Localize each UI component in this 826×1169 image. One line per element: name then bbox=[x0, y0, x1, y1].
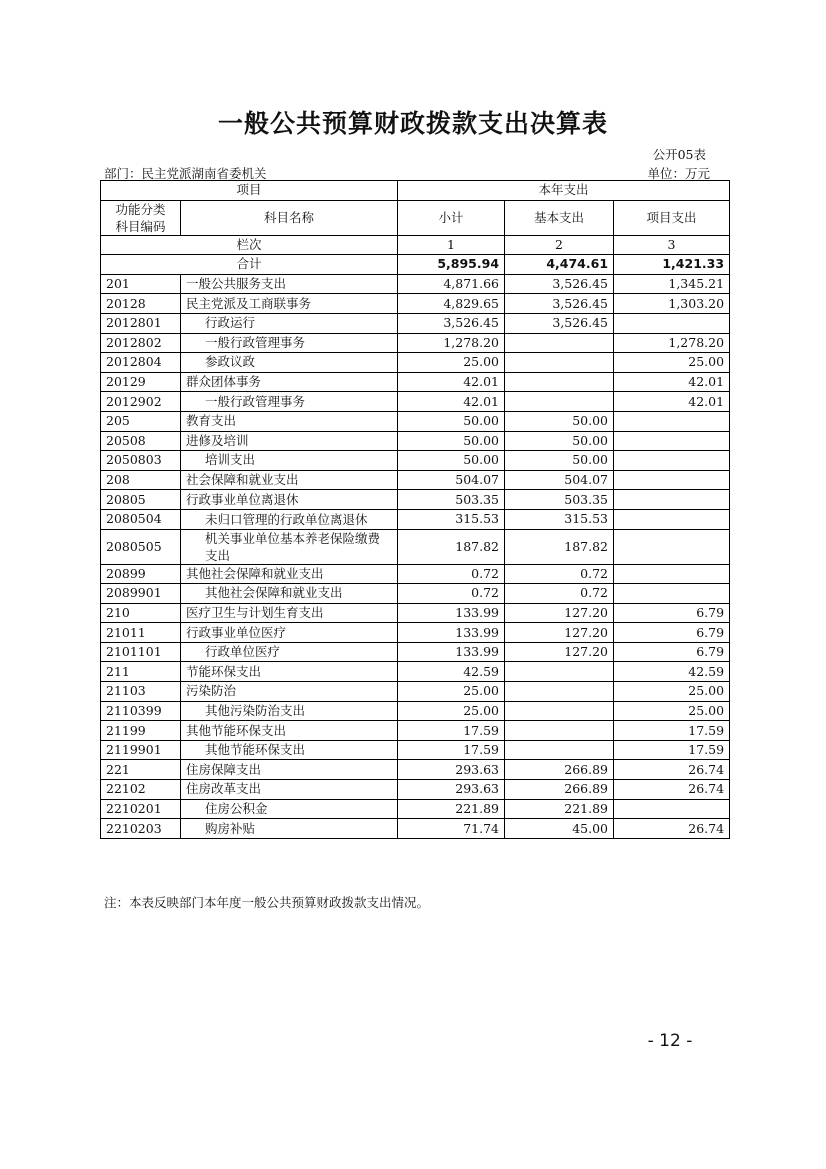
row-subtotal: 293.63 bbox=[398, 760, 505, 780]
row-project: 25.00 bbox=[614, 682, 730, 702]
table-row bbox=[101, 353, 730, 373]
table-row bbox=[101, 780, 730, 800]
row-basic bbox=[505, 392, 614, 412]
row-subtotal: 4,871.66 bbox=[398, 274, 505, 294]
row-code: 221 bbox=[101, 760, 181, 780]
row-name: 医疗卫生与计划生育支出 bbox=[181, 603, 398, 623]
row-basic: 3,526.45 bbox=[505, 313, 614, 333]
row-subtotal: 133.99 bbox=[398, 603, 505, 623]
row-subtotal: 25.00 bbox=[398, 353, 505, 373]
row-subtotal: 0.72 bbox=[398, 584, 505, 604]
row-code: 2210203 bbox=[101, 819, 181, 839]
row-basic: 50.00 bbox=[505, 411, 614, 431]
table-row bbox=[101, 313, 730, 333]
table-row bbox=[101, 274, 730, 294]
row-subtotal: 133.99 bbox=[398, 642, 505, 662]
table-row bbox=[101, 623, 730, 643]
department-label: 部门：民主党派湖南省委机关 bbox=[104, 166, 267, 181]
row-name: 一般公共服务支出 bbox=[181, 274, 398, 294]
row-project: 42.59 bbox=[614, 662, 730, 682]
total-subtotal: 5,895.94 bbox=[398, 255, 505, 275]
row-project: 42.01 bbox=[614, 392, 730, 412]
row-basic: 504.07 bbox=[505, 470, 614, 490]
row-name: 其他污染防治支出 bbox=[181, 701, 398, 721]
row-project: 26.74 bbox=[614, 760, 730, 780]
row-basic bbox=[505, 701, 614, 721]
row-code: 2012801 bbox=[101, 313, 181, 333]
table-row bbox=[101, 490, 730, 510]
row-subtotal: 50.00 bbox=[398, 411, 505, 431]
row-basic: 266.89 bbox=[505, 760, 614, 780]
row-code: 210 bbox=[101, 603, 181, 623]
row-basic: 50.00 bbox=[505, 431, 614, 451]
table-row bbox=[101, 662, 730, 682]
row-subtotal: 504.07 bbox=[398, 470, 505, 490]
row-project: 1,278.20 bbox=[614, 333, 730, 353]
table-row bbox=[101, 431, 730, 451]
row-name: 住房公积金 bbox=[181, 799, 398, 819]
row-subtotal: 42.01 bbox=[398, 392, 505, 412]
row-project bbox=[614, 799, 730, 819]
row-project bbox=[614, 431, 730, 451]
row-basic bbox=[505, 353, 614, 373]
row-name: 参政议政 bbox=[181, 353, 398, 373]
row-code: 2012802 bbox=[101, 333, 181, 353]
row-basic: 0.72 bbox=[505, 584, 614, 604]
row-subtotal: 221.89 bbox=[398, 799, 505, 819]
row-subtotal: 133.99 bbox=[398, 623, 505, 643]
form-code: 公开05表 bbox=[652, 147, 706, 162]
column-number-1: 1 bbox=[398, 235, 505, 255]
row-subtotal: 50.00 bbox=[398, 451, 505, 471]
table-row bbox=[101, 372, 730, 392]
row-name: 住房保障支出 bbox=[181, 760, 398, 780]
row-name: 行政事业单位医疗 bbox=[181, 623, 398, 643]
row-project: 6.79 bbox=[614, 623, 730, 643]
row-name: 其他社会保障和就业支出 bbox=[181, 584, 398, 604]
budget-table bbox=[100, 180, 730, 839]
row-basic: 127.20 bbox=[505, 642, 614, 662]
table-row bbox=[101, 392, 730, 412]
row-name: 一般行政管理事务 bbox=[181, 392, 398, 412]
table-row bbox=[101, 333, 730, 353]
row-subtotal: 42.01 bbox=[398, 372, 505, 392]
row-basic: 45.00 bbox=[505, 819, 614, 839]
row-project: 1,303.20 bbox=[614, 294, 730, 314]
page-number: - 12 - bbox=[647, 1031, 693, 1051]
table-row bbox=[101, 564, 730, 584]
row-name: 行政事业单位离退休 bbox=[181, 490, 398, 510]
row-project bbox=[614, 313, 730, 333]
header-subtotal: 小计 bbox=[398, 200, 505, 235]
row-code: 20129 bbox=[101, 372, 181, 392]
row-name: 行政单位医疗 bbox=[181, 642, 398, 662]
row-subtotal: 293.63 bbox=[398, 780, 505, 800]
row-project: 6.79 bbox=[614, 603, 730, 623]
row-project bbox=[614, 564, 730, 584]
row-name: 未归口管理的行政单位离退休 bbox=[181, 509, 398, 529]
row-code: 21011 bbox=[101, 623, 181, 643]
row-basic: 221.89 bbox=[505, 799, 614, 819]
row-subtotal: 187.82 bbox=[398, 529, 505, 564]
row-basic bbox=[505, 721, 614, 741]
row-basic: 503.35 bbox=[505, 490, 614, 510]
header-subject-name: 科目名称 bbox=[181, 200, 398, 235]
row-subtotal: 71.74 bbox=[398, 819, 505, 839]
header-current-year: 本年支出 bbox=[398, 181, 730, 201]
row-code: 2080504 bbox=[101, 509, 181, 529]
row-name: 住房改革支出 bbox=[181, 780, 398, 800]
row-code: 2080505 bbox=[101, 529, 181, 564]
row-subtotal: 3,526.45 bbox=[398, 313, 505, 333]
row-name: 群众团体事务 bbox=[181, 372, 398, 392]
row-code: 21199 bbox=[101, 721, 181, 741]
row-name: 培训支出 bbox=[181, 451, 398, 471]
row-name: 民主党派及工商联事务 bbox=[181, 294, 398, 314]
row-subtotal: 1,278.20 bbox=[398, 333, 505, 353]
column-number-row bbox=[101, 235, 730, 255]
row-name: 节能环保支出 bbox=[181, 662, 398, 682]
unit-label: 单位：万元 bbox=[647, 166, 710, 181]
row-code: 20899 bbox=[101, 564, 181, 584]
row-code: 20508 bbox=[101, 431, 181, 451]
row-code: 20805 bbox=[101, 490, 181, 510]
row-name: 购房补贴 bbox=[181, 819, 398, 839]
row-code: 2012902 bbox=[101, 392, 181, 412]
row-project: 26.74 bbox=[614, 819, 730, 839]
row-project: 1,345.21 bbox=[614, 274, 730, 294]
row-name: 污染防治 bbox=[181, 682, 398, 702]
row-code: 20128 bbox=[101, 294, 181, 314]
row-project: 25.00 bbox=[614, 701, 730, 721]
header-func-code: 功能分类 科目编码 bbox=[101, 200, 181, 235]
header-row-1 bbox=[101, 181, 730, 201]
row-subtotal: 0.72 bbox=[398, 564, 505, 584]
row-project bbox=[614, 411, 730, 431]
row-basic: 50.00 bbox=[505, 451, 614, 471]
total-basic: 4,474.61 bbox=[505, 255, 614, 275]
table-row bbox=[101, 470, 730, 490]
row-code: 22102 bbox=[101, 780, 181, 800]
row-project: 26.74 bbox=[614, 780, 730, 800]
table-row bbox=[101, 721, 730, 741]
row-name: 一般行政管理事务 bbox=[181, 333, 398, 353]
total-row bbox=[101, 255, 730, 275]
row-code: 2101101 bbox=[101, 642, 181, 662]
total-label: 合计 bbox=[101, 255, 398, 275]
row-basic: 3,526.45 bbox=[505, 274, 614, 294]
table-row bbox=[101, 819, 730, 839]
row-subtotal: 42.59 bbox=[398, 662, 505, 682]
row-subtotal: 25.00 bbox=[398, 682, 505, 702]
column-number-label: 栏次 bbox=[101, 235, 398, 255]
row-code: 2012804 bbox=[101, 353, 181, 373]
row-project: 42.01 bbox=[614, 372, 730, 392]
table-row bbox=[101, 451, 730, 471]
row-subtotal: 503.35 bbox=[398, 490, 505, 510]
row-project bbox=[614, 529, 730, 564]
page-title: 一般公共预算财政拨款支出决算表 bbox=[217, 109, 608, 138]
row-name: 行政运行 bbox=[181, 313, 398, 333]
row-basic: 127.20 bbox=[505, 603, 614, 623]
row-code: 201 bbox=[101, 274, 181, 294]
row-code: 2050803 bbox=[101, 451, 181, 471]
row-subtotal: 17.59 bbox=[398, 740, 505, 760]
row-code: 2210201 bbox=[101, 799, 181, 819]
row-subtotal: 4,829.65 bbox=[398, 294, 505, 314]
row-project: 6.79 bbox=[614, 642, 730, 662]
header-item: 项目 bbox=[101, 181, 398, 201]
row-basic: 187.82 bbox=[505, 529, 614, 564]
table-row bbox=[101, 529, 730, 564]
row-name: 机关事业单位基本养老保险缴费支出 bbox=[181, 529, 398, 564]
row-subtotal: 25.00 bbox=[398, 701, 505, 721]
row-name: 其他节能环保支出 bbox=[181, 740, 398, 760]
row-basic bbox=[505, 740, 614, 760]
row-subtotal: 315.53 bbox=[398, 509, 505, 529]
total-project: 1,421.33 bbox=[614, 255, 730, 275]
row-subtotal: 50.00 bbox=[398, 431, 505, 451]
table-row bbox=[101, 642, 730, 662]
table-row bbox=[101, 799, 730, 819]
row-basic bbox=[505, 682, 614, 702]
row-code: 205 bbox=[101, 411, 181, 431]
table-row bbox=[101, 682, 730, 702]
row-project: 17.59 bbox=[614, 721, 730, 741]
row-project bbox=[614, 470, 730, 490]
row-basic bbox=[505, 662, 614, 682]
row-code: 2110399 bbox=[101, 701, 181, 721]
row-code: 2089901 bbox=[101, 584, 181, 604]
column-number-3: 3 bbox=[614, 235, 730, 255]
table-row bbox=[101, 509, 730, 529]
row-name: 教育支出 bbox=[181, 411, 398, 431]
header-row-2 bbox=[101, 200, 730, 235]
row-project bbox=[614, 584, 730, 604]
row-name: 其他社会保障和就业支出 bbox=[181, 564, 398, 584]
table-note: 注：本表反映部门本年度一般公共预算财政拨款支出情况。 bbox=[104, 895, 430, 910]
row-project: 17.59 bbox=[614, 740, 730, 760]
row-name: 社会保障和就业支出 bbox=[181, 470, 398, 490]
column-number-2: 2 bbox=[505, 235, 614, 255]
row-basic bbox=[505, 333, 614, 353]
row-subtotal: 17.59 bbox=[398, 721, 505, 741]
row-basic: 127.20 bbox=[505, 623, 614, 643]
table-row bbox=[101, 584, 730, 604]
row-basic: 315.53 bbox=[505, 509, 614, 529]
table-row bbox=[101, 760, 730, 780]
row-basic bbox=[505, 372, 614, 392]
table-row bbox=[101, 603, 730, 623]
row-project bbox=[614, 490, 730, 510]
row-basic: 3,526.45 bbox=[505, 294, 614, 314]
row-code: 208 bbox=[101, 470, 181, 490]
row-project bbox=[614, 509, 730, 529]
table-row bbox=[101, 411, 730, 431]
table-row bbox=[101, 701, 730, 721]
header-project: 项目支出 bbox=[614, 200, 730, 235]
row-code: 21103 bbox=[101, 682, 181, 702]
row-name: 进修及培训 bbox=[181, 431, 398, 451]
row-project: 25.00 bbox=[614, 353, 730, 373]
row-code: 211 bbox=[101, 662, 181, 682]
header-basic: 基本支出 bbox=[505, 200, 614, 235]
row-project bbox=[614, 451, 730, 471]
table-row bbox=[101, 294, 730, 314]
row-name: 其他节能环保支出 bbox=[181, 721, 398, 741]
row-code: 2119901 bbox=[101, 740, 181, 760]
row-basic: 0.72 bbox=[505, 564, 614, 584]
table-row bbox=[101, 740, 730, 760]
row-basic: 266.89 bbox=[505, 780, 614, 800]
